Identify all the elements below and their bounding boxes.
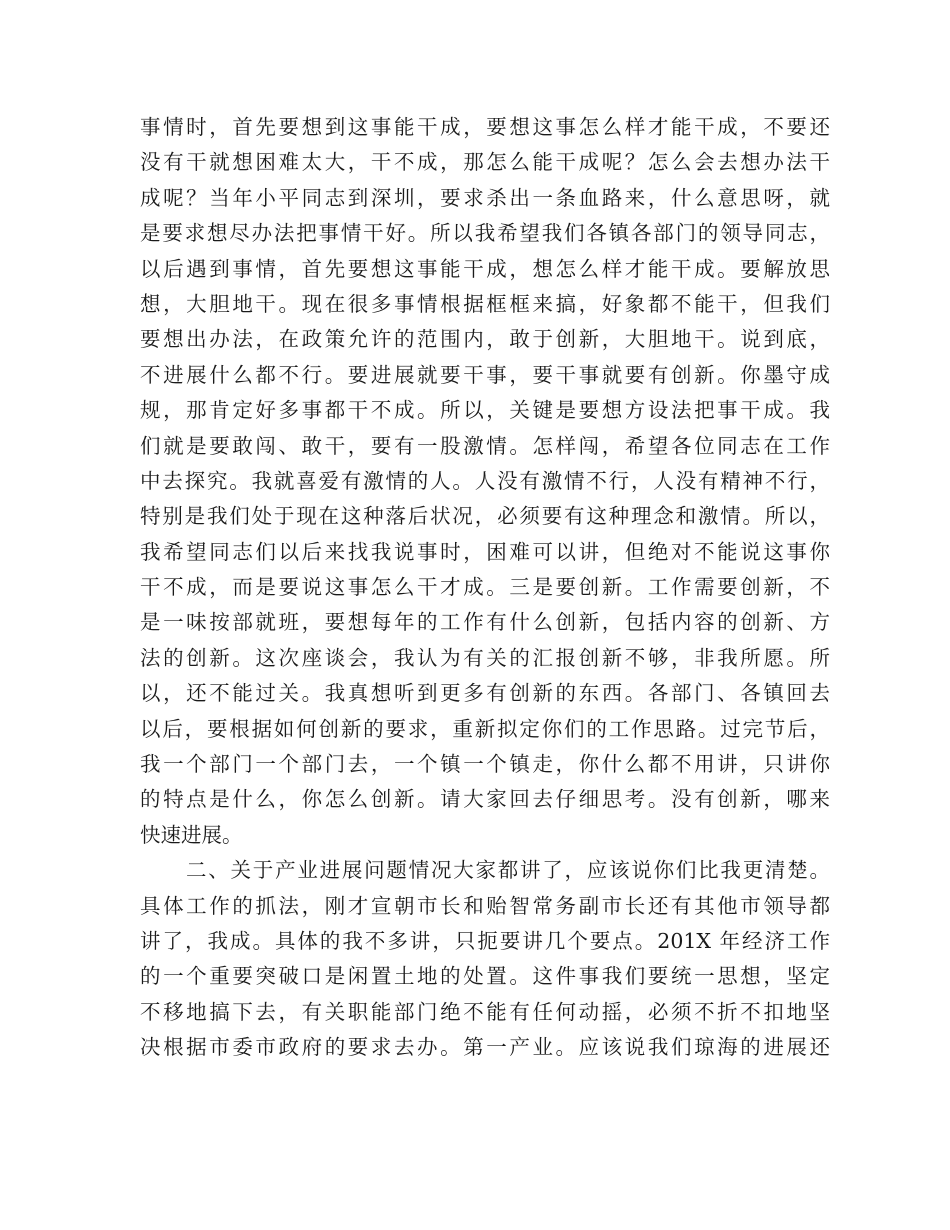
- text-line: 决根据市委市政府的要求去办。第一产业。应该说我们琼海的进展还: [140, 1035, 830, 1060]
- text-line: 的一个重要突破口是闲置土地的处置。这件事我们要统一思想，坚定: [140, 964, 830, 989]
- paragraph-end-line: 快速进展。: [140, 822, 243, 847]
- text-line: 特别是我们处于现在这种落后状况，必须要有这种理念和激情。所以，: [140, 504, 830, 529]
- text-line: 的特点是什么，你怎么创新。请大家回去仔细思考。没有创新，哪来: [140, 787, 830, 812]
- text-line: 讲了，我成。具体的我不多讲，只扼要讲几个要点。201X 年经济工作: [140, 928, 830, 953]
- text-line: 是要求想尽办法把事情干好。所以我希望我们各镇各部门的领导同志，: [140, 221, 830, 246]
- text-line: 我希望同志们以后来找我说事时，困难可以讲，但绝对不能说这事你: [140, 539, 830, 564]
- text-line: 事情时，首先要想到这事能干成，要想这事怎么样才能干成，不要还: [140, 115, 830, 139]
- text-line: 中去探究。我就喜爱有激情的人。人没有激情不行，人没有精神不行，: [140, 468, 830, 493]
- text-line: 要想出办法，在政策允许的范围内，敢于创新，大胆地干。说到底，: [140, 327, 830, 352]
- text-line: 们就是要敢闯、敢干，要有一股激情。怎样闯，希望各位同志在工作: [140, 433, 830, 458]
- text-line: 以后遇到事情，首先要想这事能干成，想怎么样才能干成。要解放思: [140, 256, 830, 281]
- text-line: 不进展什么都不行。要进展就要干事，要干事就要有创新。你墨守成: [140, 362, 830, 387]
- text-line: 不移地搞下去，有关职能部门绝不能有任何动摇，必须不折不扣地坚: [140, 999, 830, 1024]
- text-line: 以后，要根据如何创新的要求，重新拟定你们的工作思路。过完节后，: [140, 716, 830, 741]
- text-line: 法的创新。这次座谈会，我认为有关的汇报创新不够，非我所愿。所: [140, 645, 830, 670]
- text-line: 我一个部门一个部门去，一个镇一个镇走，你什么都不用讲，只讲你: [140, 752, 830, 777]
- text-line: 干不成，而是要说这事怎么干才成。三是要创新。工作需要创新，不: [140, 575, 830, 600]
- paragraph-start-line: 二、关于产业进展问题情况大家都讲了，应该说你们比我更清楚。: [186, 858, 830, 883]
- body-text: [140, 110, 830, 1066]
- text-line: 具体工作的抓法，刚才宣朝市长和贻智常务副市长还有其他市领导都: [140, 893, 830, 918]
- text-line: 没有干就想困难太大，干不成，那怎么能干成呢？怎么会去想办法干: [140, 150, 830, 175]
- text-line: 成呢？当年小平同志到深圳，要求杀出一条血路来，什么意思呀，就: [140, 185, 830, 210]
- text-line: 以，还不能过关。我真想听到更多有创新的东西。各部门、各镇回去: [140, 681, 830, 706]
- text-line: 是一味按部就班，要想每年的工作有什么创新，包括内容的创新、方: [140, 610, 830, 635]
- text-line: 想，大胆地干。现在很多事情根据框框来搞，好象都不能干，但我们: [140, 291, 830, 316]
- text-line: 规，那肯定好多事都干不成。所以，关键是要想方设法把事干成。我: [140, 398, 830, 423]
